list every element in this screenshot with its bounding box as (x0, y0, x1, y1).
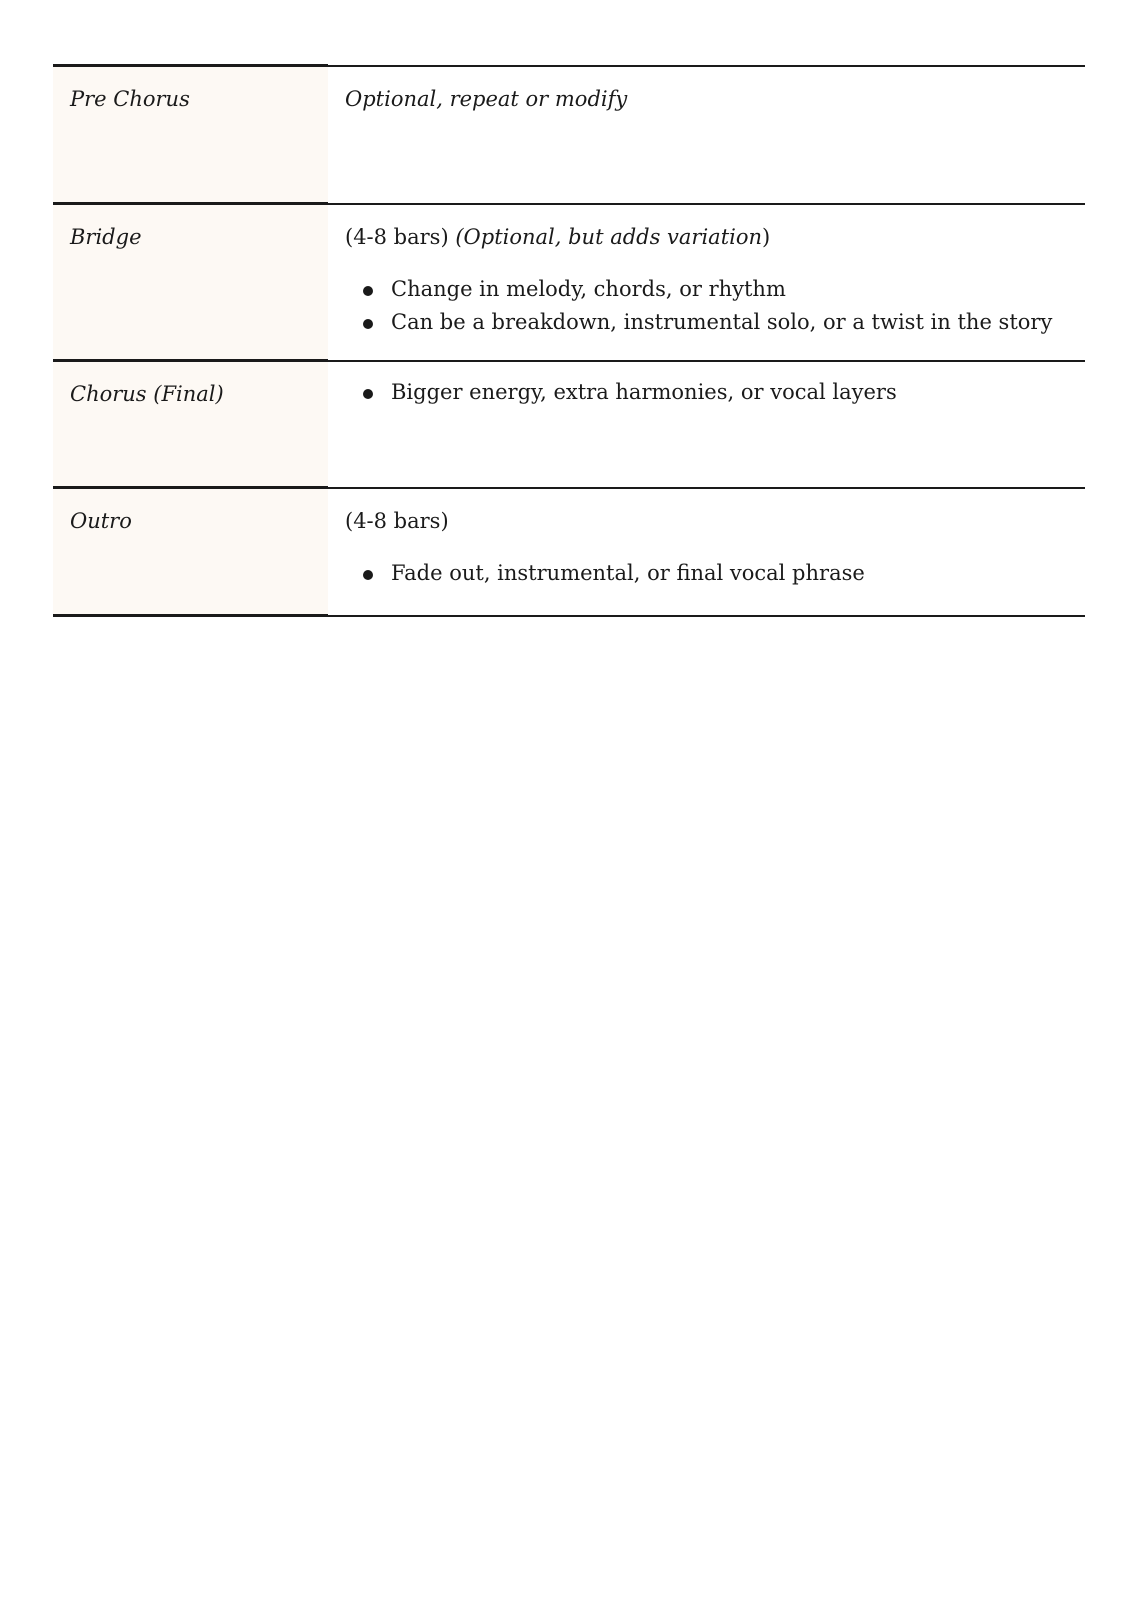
section-label: Outro (70, 509, 132, 533)
section-intro-close: ) (762, 224, 771, 249)
bullet-icon (363, 389, 373, 399)
section-description-cell (328, 361, 1085, 488)
bullet-icon (363, 570, 373, 580)
section-intro (345, 507, 1085, 535)
bullet-icon (363, 319, 373, 329)
list-item (345, 273, 1085, 306)
section-intro (345, 223, 1085, 251)
section-label-cell (53, 66, 328, 204)
song-structure-table (53, 64, 1085, 617)
list-item-text: Change in melody, chords, or rhythm (391, 276, 786, 301)
table-row-bridge (53, 204, 1085, 361)
section-label-cell (53, 488, 328, 616)
section-description-cell (328, 488, 1085, 616)
list-item (345, 557, 1085, 590)
bullet-list (345, 376, 1085, 409)
list-item (345, 376, 1085, 409)
section-intro-italic: Optional, repeat or modify (345, 86, 628, 111)
section-intro-italic: (Optional, but adds variation (455, 224, 763, 249)
section-label: Bridge (70, 225, 142, 249)
section-label-cell (53, 361, 328, 488)
bullet-list (345, 273, 1085, 339)
section-intro (345, 85, 1085, 113)
section-label: Chorus (Final) (70, 382, 224, 406)
section-description-cell (328, 204, 1085, 361)
section-intro-plain: (4-8 bars) (345, 508, 449, 533)
list-item-text: Can be a breakdown, instrumental solo, or a twist in the story (391, 309, 1053, 334)
bullet-icon (363, 286, 373, 296)
list-item (345, 306, 1085, 339)
section-label-cell (53, 204, 328, 361)
list-item-text: Bigger energy, extra harmonies, or vocal layers (391, 379, 897, 404)
table-row-chorus-final (53, 361, 1085, 488)
section-description-cell (328, 66, 1085, 204)
section-intro-plain: (4-8 bars) (345, 224, 456, 249)
bullet-list (345, 557, 1085, 590)
section-label: Pre Chorus (70, 87, 190, 111)
table-row-pre-chorus (53, 66, 1085, 204)
list-item-text: Fade out, instrumental, or final vocal phrase (391, 560, 865, 585)
table-row-outro (53, 488, 1085, 616)
